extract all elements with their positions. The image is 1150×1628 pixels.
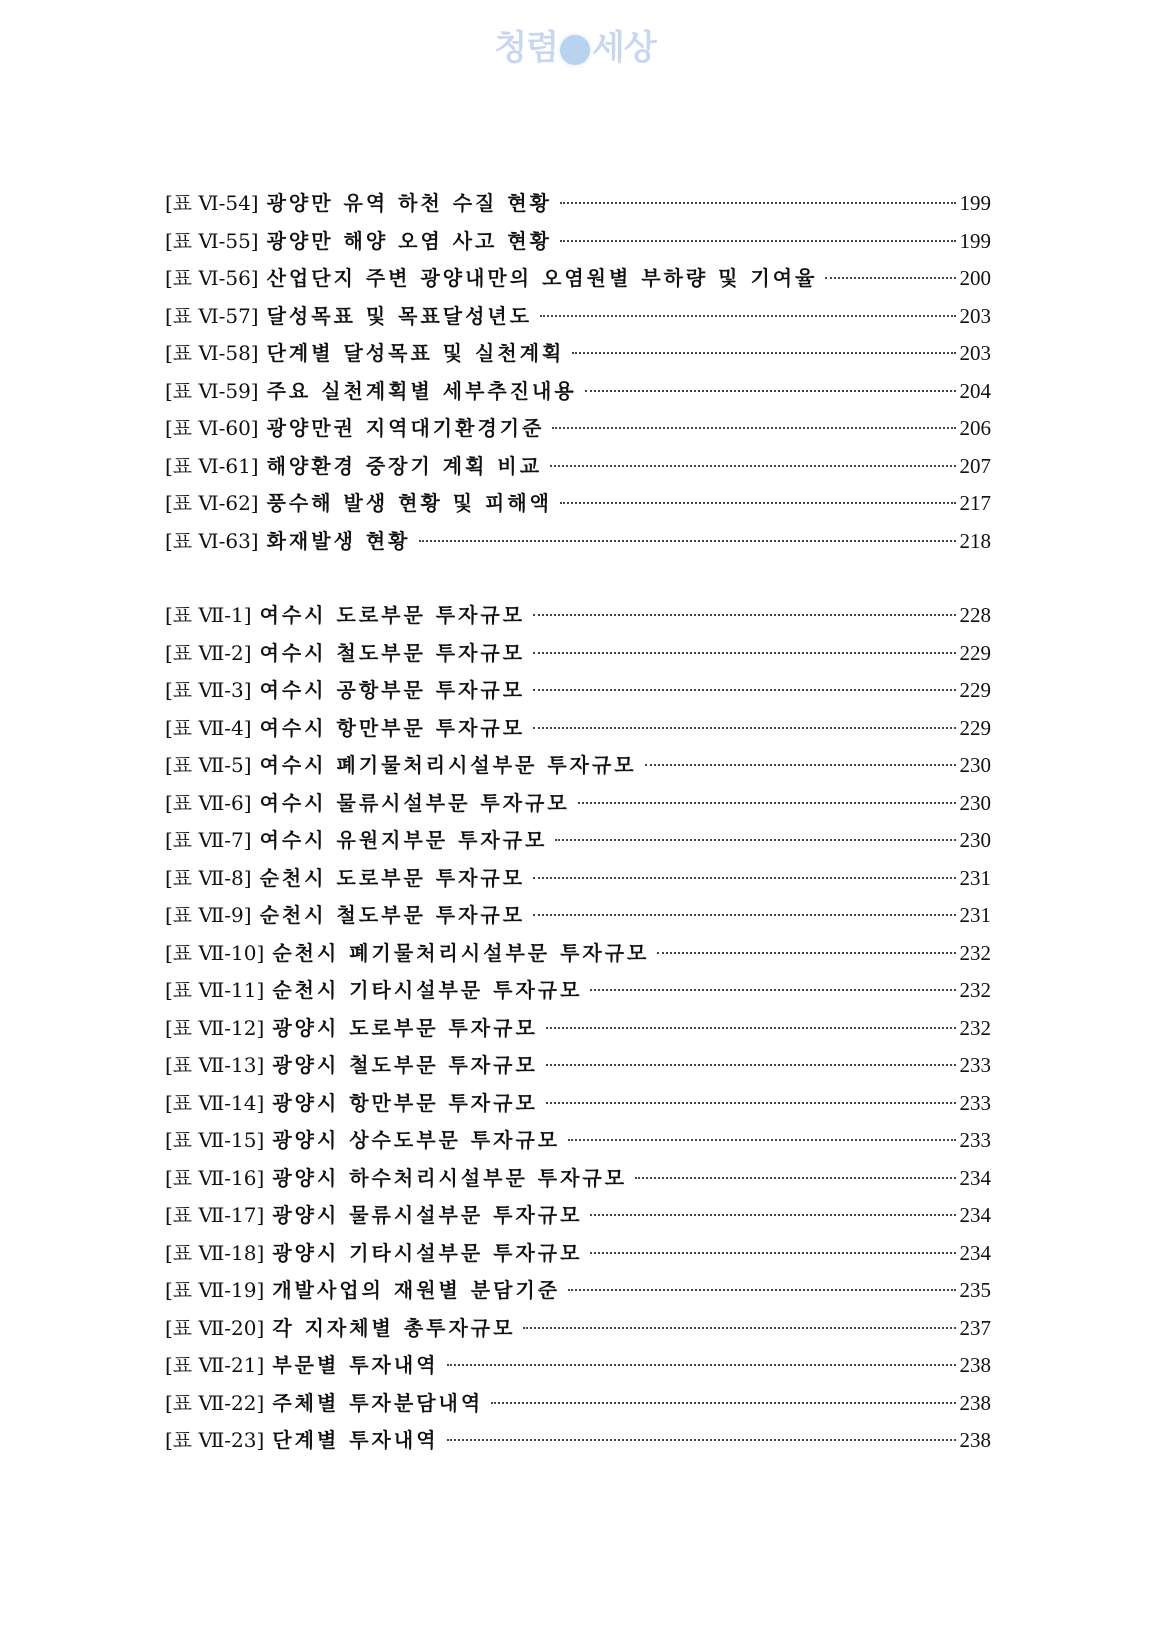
table-number: [표 Ⅶ-21]: [165, 1353, 265, 1377]
page-number: 229: [959, 678, 991, 702]
table-number: [표 Ⅶ-3]: [165, 678, 252, 702]
table-title: 순천시 도로부문 투자규모: [259, 865, 526, 890]
page-number: 237: [959, 1315, 991, 1340]
toc-entry[interactable]: [165, 525, 991, 563]
page-number: 235: [959, 1278, 991, 1302]
table-number: [표 Ⅶ-18]: [165, 1240, 265, 1265]
table-title: 여수시 폐기물처리시설부문 투자규모: [259, 753, 637, 777]
dot-leader: [552, 427, 955, 429]
toc-entry[interactable]: [165, 1237, 991, 1275]
dot-leader: [568, 1139, 955, 1141]
table-number: [표 Ⅶ-19]: [165, 1278, 265, 1302]
toc-entry[interactable]: [165, 824, 991, 862]
toc-entry[interactable]: [165, 1199, 991, 1237]
dot-leader: [533, 652, 955, 654]
dot-leader: [540, 315, 955, 317]
table-title: 여수시 항만부문 투자규모: [259, 715, 526, 740]
toc-entry[interactable]: [165, 787, 991, 825]
dot-leader: [657, 952, 955, 954]
table-title: 순천시 철도부문 투자규모: [259, 903, 526, 927]
table-title: 단계별 투자내역: [272, 1428, 439, 1452]
dot-leader: [523, 1327, 955, 1329]
toc-entry[interactable]: [165, 1349, 991, 1387]
table-title: 화재발생 현황: [266, 528, 411, 553]
dot-leader: [546, 1102, 956, 1104]
page-number: 233: [959, 1090, 991, 1115]
dot-leader: [560, 502, 956, 504]
table-number: [표 Ⅵ-62]: [165, 491, 259, 515]
table-number: [표 Ⅶ-10]: [165, 940, 265, 965]
page-number: 233: [959, 1053, 991, 1077]
table-title: 광양시 물류시설부문 투자규모: [272, 1203, 583, 1227]
toc-entry[interactable]: [165, 1424, 991, 1462]
table-title: 광양시 기타시설부문 투자규모: [272, 1240, 583, 1265]
table-title: 단계별 달성목표 및 실천계획: [266, 341, 565, 365]
page-number: 229: [959, 715, 991, 740]
page-number: 232: [959, 1015, 991, 1040]
table-title: 부문별 투자내역: [272, 1353, 439, 1377]
table-title: 산업단지 주변 광양내만의 오염원별 부하량 및 기여율: [266, 266, 818, 290]
toc-entry[interactable]: [165, 1387, 991, 1425]
page-number: 234: [959, 1203, 991, 1227]
table-title: 달성목표 및 목표달성년도: [266, 303, 533, 328]
table-number: [표 Ⅶ-15]: [165, 1128, 265, 1152]
table-of-contents: [165, 187, 991, 1462]
dot-leader: [645, 764, 956, 766]
toc-group: [165, 599, 991, 1462]
page-number: 232: [959, 940, 991, 965]
table-number: [표 Ⅶ-7]: [165, 828, 252, 852]
dot-leader: [533, 689, 955, 691]
page-number: 199: [959, 228, 991, 253]
page-number: 233: [959, 1128, 991, 1152]
page-number: 238: [959, 1428, 991, 1452]
dot-leader: [419, 540, 956, 542]
dot-leader: [533, 614, 955, 616]
toc-entry[interactable]: [165, 749, 991, 787]
page-number: 199: [959, 191, 991, 215]
page-number: 229: [959, 640, 991, 665]
dot-leader: [635, 1177, 955, 1179]
toc-entry[interactable]: [165, 974, 991, 1012]
dot-leader: [560, 240, 956, 242]
page-number: 234: [959, 1165, 991, 1190]
dot-leader: [590, 1252, 955, 1254]
table-title: 광양시 도로부문 투자규모: [272, 1015, 538, 1040]
table-title: 광양시 하수처리시설부문 투자규모: [272, 1165, 628, 1190]
table-title: 광양만 해양 오염 사고 현황: [266, 228, 552, 253]
page-number: 228: [959, 603, 991, 627]
dot-leader: [825, 277, 955, 279]
dot-leader: [546, 1027, 956, 1029]
dot-leader: [590, 989, 955, 991]
table-title: 여수시 도로부문 투자규모: [259, 603, 526, 627]
page-number: 230: [959, 828, 991, 852]
dot-leader: [560, 202, 956, 204]
toc-entry[interactable]: [165, 412, 991, 450]
dot-leader: [533, 877, 955, 879]
toc-entry[interactable]: [165, 637, 991, 675]
page-number: 203: [959, 303, 991, 328]
table-number: [표 Ⅶ-20]: [165, 1315, 265, 1340]
toc-entry[interactable]: [165, 712, 991, 750]
page-number: 230: [959, 753, 991, 777]
table-title: 각 지자체별 총투자규모: [272, 1315, 516, 1340]
table-number: [표 Ⅶ-4]: [165, 715, 252, 740]
table-title: 여수시 철도부문 투자규모: [259, 640, 526, 665]
toc-entry[interactable]: [165, 599, 991, 637]
page-number: 238: [959, 1390, 991, 1415]
table-number: [표 Ⅵ-56]: [165, 266, 259, 290]
table-title: 광양시 철도부문 투자규모: [272, 1053, 538, 1077]
table-title: 풍수해 발생 현황 및 피해액: [266, 491, 552, 515]
table-title: 광양시 상수도부문 투자규모: [272, 1128, 561, 1152]
table-number: [표 Ⅵ-59]: [165, 378, 259, 403]
toc-entry[interactable]: [165, 1049, 991, 1087]
toc-entry[interactable]: [165, 1087, 991, 1125]
dot-leader: [568, 1289, 955, 1291]
toc-entry[interactable]: [165, 187, 991, 225]
table-title: 해양환경 중장기 계획 비교: [266, 453, 543, 478]
table-number: [표 Ⅶ-1]: [165, 603, 252, 627]
toc-entry[interactable]: [165, 1162, 991, 1200]
table-number: [표 Ⅶ-12]: [165, 1015, 265, 1040]
table-number: [표 Ⅶ-2]: [165, 640, 252, 665]
dot-leader: [447, 1439, 956, 1441]
table-number: [표 Ⅵ-54]: [165, 191, 259, 215]
table-number: [표 Ⅶ-23]: [165, 1428, 265, 1452]
table-number: [표 Ⅶ-14]: [165, 1090, 265, 1115]
dot-leader: [447, 1364, 956, 1366]
dot-leader: [555, 839, 955, 841]
page-number: 230: [959, 790, 991, 815]
toc-entry[interactable]: [165, 862, 991, 900]
dot-leader: [533, 914, 955, 916]
page-number: 203: [959, 341, 991, 365]
toc-entry[interactable]: [165, 1124, 991, 1162]
table-number: [표 Ⅵ-63]: [165, 528, 259, 553]
table-title: 순천시 기타시설부문 투자규모: [272, 978, 583, 1002]
page-number: 234: [959, 1240, 991, 1265]
table-number: [표 Ⅶ-22]: [165, 1390, 265, 1415]
toc-entry[interactable]: [165, 450, 991, 488]
toc-entry[interactable]: [165, 1312, 991, 1350]
table-number: [표 Ⅶ-5]: [165, 753, 252, 777]
toc-entry[interactable]: [165, 487, 991, 525]
table-number: [표 Ⅵ-61]: [165, 453, 259, 478]
table-number: [표 Ⅶ-11]: [165, 978, 265, 1002]
watermark-right-text: 세상: [592, 28, 656, 68]
page-number: 200: [959, 266, 991, 290]
toc-entry[interactable]: [165, 225, 991, 263]
toc-entry[interactable]: [165, 300, 991, 338]
table-number: [표 Ⅶ-13]: [165, 1053, 265, 1077]
dot-leader: [578, 802, 956, 804]
table-number: [표 Ⅶ-16]: [165, 1165, 265, 1190]
table-number: [표 Ⅵ-55]: [165, 228, 259, 253]
page-number: 217: [959, 491, 991, 515]
toc-entry[interactable]: [165, 337, 991, 375]
dot-leader: [491, 1402, 955, 1404]
toc-entry[interactable]: [165, 1012, 991, 1050]
page-number: 238: [959, 1353, 991, 1377]
toc-group: [165, 187, 991, 562]
table-number: [표 Ⅶ-8]: [165, 865, 252, 890]
page-number: 218: [959, 528, 991, 553]
dot-leader: [585, 390, 956, 392]
watermark-left-text: 청렴: [494, 28, 558, 68]
table-title: 주체별 투자분담내역: [272, 1390, 484, 1415]
table-number: [표 Ⅵ-57]: [165, 303, 259, 328]
page-number: 207: [959, 453, 991, 478]
toc-entry[interactable]: [165, 674, 991, 712]
dot-leader: [546, 1064, 956, 1066]
dot-leader: [533, 727, 955, 729]
table-number: [표 Ⅵ-60]: [165, 416, 259, 440]
page-number: 232: [959, 978, 991, 1002]
dot-leader: [572, 352, 955, 354]
page-number: 206: [959, 416, 991, 440]
table-title: 순천시 폐기물처리시설부문 투자규모: [272, 940, 650, 965]
toc-entry[interactable]: [165, 375, 991, 413]
table-number: [표 Ⅶ-6]: [165, 790, 252, 815]
table-title: 광양만 유역 하천 수질 현황: [266, 191, 552, 215]
table-number: [표 Ⅶ-9]: [165, 903, 252, 927]
table-title: 광양시 항만부문 투자규모: [272, 1090, 538, 1115]
page-number: 204: [959, 378, 991, 403]
table-number: [표 Ⅵ-58]: [165, 341, 259, 365]
watermark-logo: [0, 20, 1150, 69]
toc-entry[interactable]: [165, 899, 991, 937]
table-title: 여수시 공항부문 투자규모: [259, 678, 526, 702]
toc-entry[interactable]: [165, 1274, 991, 1312]
page-number: 231: [959, 865, 991, 890]
dot-leader: [590, 1214, 955, 1216]
table-title: 여수시 물류시설부문 투자규모: [259, 790, 570, 815]
table-title: 광양만권 지역대기환경기준: [266, 416, 545, 440]
toc-entry[interactable]: [165, 262, 991, 300]
watermark-emblem-icon: [560, 35, 590, 65]
toc-entry[interactable]: [165, 937, 991, 975]
table-title: 개발사업의 재원별 분담기준: [272, 1278, 561, 1302]
table-number: [표 Ⅶ-17]: [165, 1203, 265, 1227]
page-number: 231: [959, 903, 991, 927]
table-title: 여수시 유원지부문 투자규모: [259, 828, 548, 852]
dot-leader: [550, 465, 955, 467]
table-title: 주요 실천계획별 세부추진내용: [266, 378, 577, 403]
